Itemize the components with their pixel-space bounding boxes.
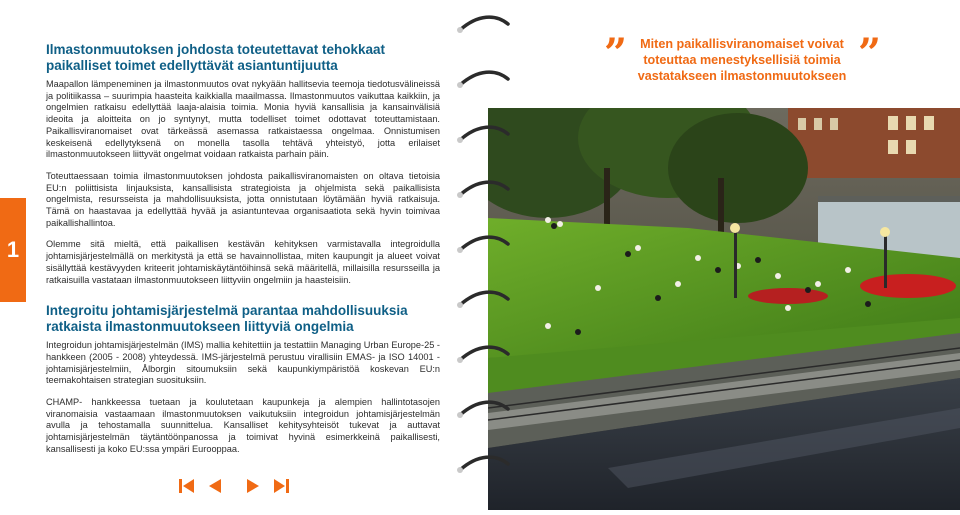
left-page-content (46, 42, 440, 456)
next-page-button[interactable] (242, 476, 264, 496)
page-nav-back (176, 476, 226, 498)
pull-quote (604, 32, 884, 92)
section1-paragraph-1: Maapallon lämpeneminen ja ilmastonmuutos ovat nykyään hallitsevia teemoja tiedotusvälineissä ja politiikassa – suurimpia haasteita kaikkialla maailmassa. Ilmastonmuutos vaikuttaa kaikkiin, ja ongelmien ratkaisu edellyttää laaja-alaisia toimia. Monia hyviä kansallisia ja kansainvälisiä ideoita ja aloitteita on jo syntynyt, mutta todelliset toimet odottavat toteuttamistaan. Paikallisviranomaiset ovat tärkeässä asemassa ratkaistaessa ongelmaa. Onnistumisen keskeisenä edellytyksenä on monella tasolla tehtävä yhteistyö, jotta erilaiset ilmastonmuutokseen liittyvät ongelmat voidaan ratkaista parhain päin. (46, 79, 440, 160)
section2-paragraph-2: CHAMP- hankkeessa tuetaan ja koulutetaan kaupunkeja ja alempien hallintotasojen viranomaisia vastaamaan ilmastonmuutoksen vaikutuksiin integroidun johtamisjärjestelmän avulla ja tehostamalla suunnittelua. Kansalliset kehitysyhteisöt tukevat ja auttavat johtamisjärjestelmän täytäntöönpanossa ja toimivat hyvinä esimerkkeinä paikallisesti, kansallisesti ja koko EU:ssa ympäri Eurooppaa. (46, 397, 440, 454)
city-park-photo (488, 108, 960, 510)
section2-heading: Integroitu johtamisjärjestelmä parantaa mahdollisuuksia ratkaista ilmastonmuutokseen liittyviä ongelmia (46, 303, 408, 335)
last-page-button[interactable] (270, 476, 292, 496)
previous-page-button[interactable] (204, 476, 226, 496)
page-number-left: 1 (6, 237, 20, 262)
previous-page-icon (205, 477, 225, 495)
section1-paragraph-2: Toteuttaessaan toimia ilmastonmuutoksen johdosta paikallisviranomaisten on oltava tietoisia EU:n poliittisista linjauksista, kansallisista strategioista ja ohjelmista sekä paikallisista ongelmista, resursseista ja mahdollisuuksista, jotta onnistutaan löytämään hyviä ratkaisuja. Tämä on haastavaa ja edellyttää hyvää ja asiantuntevaa organisaatiota sekä hyvin toimivaa paikallishallintoa. (46, 170, 440, 228)
pull-quote-text: Miten paikallisviranomaiset voivat toteuttaa menestyksellisiä toimia vastatakseen ilmastonmuutokseen (637, 37, 847, 83)
page-nav-forward (242, 476, 292, 498)
spiral-rings-icon (452, 0, 516, 510)
section2-paragraph-1: Integroidun johtamisjärjestelmän (IMS) mallia kehitettiin ja testattiin Managing Urban Europe-25 -hankkeen (2005 - 2008) yhteydessä. IMS-järjestelmä perustuu virallisiin EMAS- ja ISO 14001 -johtamisjärjestelmiin, Ålborgin sitoumuksiin sekä kaupunkiympäristöä koskevan EU:n teemakohtaisen strategian suosituksiin. (46, 340, 440, 386)
close-quote-icon: ” (858, 30, 882, 77)
open-quote-icon: ” (604, 30, 628, 77)
section1-paragraph-3: Olemme sitä mieltä, että paikallisen kestävän kehityksen varmistavalla integroidulla johtamisjärjestelmällä on merkitystä ja että se havainnollistaa, miten kaupungit ja alueet voivat sisällyttää kestävyyden kriteerit johtamiskäytäntöihinsä sekä määritellä, millaisilla resursseilla ja ratkaisuilla vastataan ilmastonmuutokseen liittyviin ongelmiin ja haasteisiin. (46, 239, 440, 285)
spiral-binding (452, 0, 516, 510)
first-page-icon (177, 477, 197, 495)
next-page-icon (243, 477, 263, 495)
city-park-illustration (488, 108, 960, 510)
last-page-icon (271, 477, 291, 495)
section1-heading: Ilmastonmuutoksen johdosta toteutettavat tehokkaat paikalliset toimet edellyttävät asiantuntijuutta (46, 42, 386, 73)
first-page-button[interactable] (176, 476, 198, 496)
page-number-tab-left (0, 198, 26, 302)
